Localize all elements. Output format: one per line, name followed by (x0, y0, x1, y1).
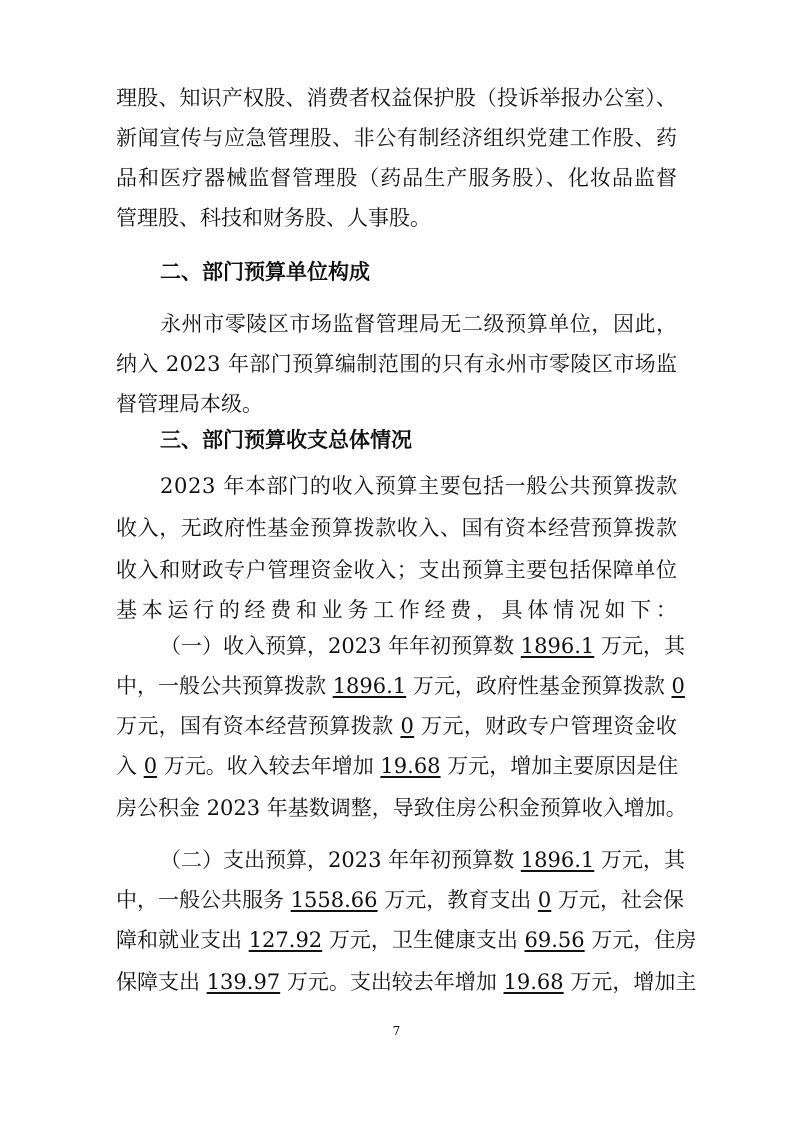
text-line-21: 障和就业支出 127.92 万元，卫生健康支出 69.56 万元，住房 (116, 928, 697, 952)
underlined-value: 1558.66 (290, 888, 378, 912)
underlined-value: 0 (537, 888, 552, 912)
text-line-6: 永州市零陵区市场监督管理局无二级预算单位，因此， (160, 312, 678, 336)
underlined-value: 0 (143, 754, 158, 778)
text-line-15: 中，一般公共预算拨款 1896.1 万元，政府性基金预算拨款 0 (116, 674, 685, 698)
text-line-14: （一）收入预算，2023 年年初预算数 1896.1 万元，其 (160, 634, 685, 658)
underlined-value: 1896.1 (520, 634, 595, 658)
underlined-value: 69.56 (524, 928, 585, 952)
text-line-11: 收入，无政府性基金预算拨款收入、国有资本经营预算拨款 (116, 516, 678, 540)
text-line-7: 纳入 2023 年部门预算编制范围的只有永州市零陵区市场监 (116, 352, 678, 376)
text-line-12: 收入和财政专户管理资金收入；支出预算主要包括保障单位 (116, 558, 678, 582)
underlined-value: 139.97 (206, 970, 281, 994)
text-line-10: 2023 年本部门的收入预算主要包括一般公共预算拨款 (160, 474, 678, 498)
text-line-2: 新闻宣传与应急管理股、非公有制经济组织党建工作股、药 (116, 126, 678, 150)
underlined-value: 1896.1 (520, 848, 595, 872)
underlined-value: 0 (671, 674, 685, 698)
text-line-13: 基本运行的经费和业务工作经费，具体情况如下： (116, 598, 682, 622)
underlined-value: 1896.1 (332, 674, 407, 698)
text-line-4: 管理股、科技和财务股、人事股。 (116, 206, 431, 230)
section-heading-2: 二、部门预算单位构成 (160, 260, 370, 284)
text-line-18: 房公积金 2023 年基数调整，导致住房公积金预算收入增加。 (116, 796, 687, 820)
text-line-20: 中，一般公共服务 1558.66 万元，教育支出 0 万元，社会保 (116, 888, 684, 912)
text-line-16: 万元，国有资本经营预算拨款 0 万元，财政专户管理资金收 (116, 714, 678, 738)
text-line-3: 品和医疗器械监督管理股（药品生产服务股）、化妆品监督 (116, 166, 679, 190)
text-line-22: 保障支出 139.97 万元。支出较去年增加 19.68 万元，增加主 (116, 970, 697, 994)
underlined-value: 0 (400, 714, 415, 738)
text-line-8: 督管理局本级。 (116, 392, 263, 416)
page-number: 7 (392, 1024, 401, 1038)
underlined-value: 19.68 (380, 754, 441, 778)
text-line-1: 理股、知识产权股、消费者权益保护股（投诉举报办公室）、 (116, 86, 678, 110)
text-line-19: （二）支出预算，2023 年年初预算数 1896.1 万元，其 (160, 848, 685, 872)
section-heading-3: 三、部门预算收支总体情况 (160, 428, 412, 452)
underlined-value: 127.92 (248, 928, 323, 952)
underlined-value: 19.68 (503, 970, 564, 994)
text-line-17: 入 0 万元。收入较去年增加 19.68 万元，增加主要原因是住 (116, 754, 679, 778)
